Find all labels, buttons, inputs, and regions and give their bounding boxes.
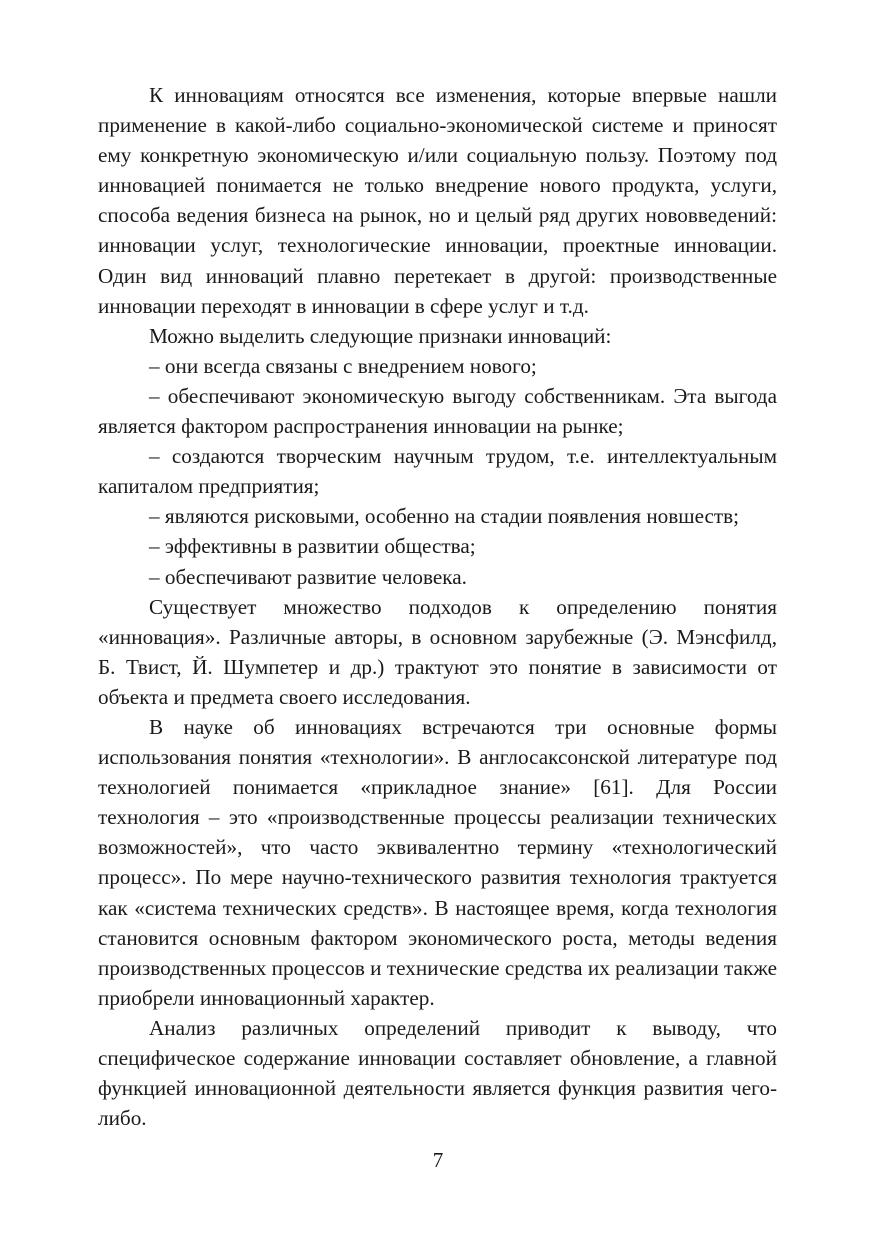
list-item-society: – эффективны в развитии общества; — [149, 534, 476, 559]
paragraph-conclusion: Анализ различных определений приводит к выводу, что специфическое содержание инновации составляет обновление, а главной функцией инновационной деятельности является функция развития чего-либо. — [98, 1015, 777, 1131]
paragraph-technology-forms: В науке об инновациях встречаются три основные формы использования понятия «технологии». В англосаксонской литературе под технологией понимается «прикладное знание» [61]. Для России технология – это «производственные процессы реализации технических возможностей», что часто эквивалентно термину «технологический процесс». По мере научно-технического развития технология трактуется как «система технических средств». В настоящее время, когда технология становится основным фактором экономического роста, методы ведения производственных процессов и технические средства их реализации также приобрели инновационный характер. — [98, 714, 777, 1010]
page-number: 7 — [432, 1148, 444, 1172]
list-item-novelty: – они всегда связаны с внедрением нового; — [149, 353, 537, 378]
list-item-risk: – являются рисковыми, особенно на стадии появления новшеств; — [149, 504, 740, 529]
paragraph-approaches: Существует множество подходов к определению понятия «инновация». Различные авторы, в основном зарубежные (Э. Мэнсфилд, Б. Твист, Й. Шумпетер и др.) трактуют это понятие в зависимости от объекта и предмета своего исследования. — [98, 594, 777, 709]
list-item-creative-labor: – создаются творческим научным трудом, т.е. интеллектуальным капиталом предприятия; — [98, 444, 777, 499]
list-item-economic-benefit: – обеспечивают экономическую выгоду собственникам. Эта выгода является фактором распространения инновации на рынке; — [98, 383, 777, 439]
paragraph-innovation-definition: К инновациям относятся все изменения, которые впервые нашли применение в какой-либо социально-экономической системе и приносят ему конкретную экономическую и/или социальную пользу. Поэтому под инновацией понимается не только внедрение нового продукта, услуги, способа ведения бизнеса на рынок, но и целый ряд других нововведений: инновации услуг, технологические инновации, проектные инновации. Один вид инноваций плавно перетекает в другой: производственные инновации переходят в инновации в сфере услуг и т.д. — [98, 83, 777, 318]
paragraph-features-intro: Можно выделить следующие признаки инноваций: — [149, 323, 612, 348]
body-text — [98, 80, 777, 1133]
list-item-human-development: – обеспечивают развитие человека. — [149, 564, 467, 589]
